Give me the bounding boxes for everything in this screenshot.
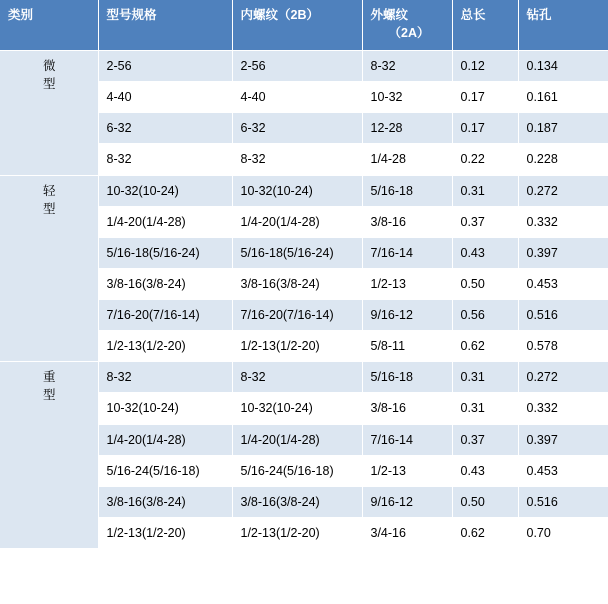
cell-external: 1/4-28 xyxy=(362,144,452,175)
cell-internal: 1/2-13(1/2-20) xyxy=(232,331,362,362)
cell-external: 1/2-13 xyxy=(362,268,452,299)
cell-spec: 1/2-13(1/2-20) xyxy=(98,331,232,362)
cell-drill: 0.272 xyxy=(518,362,608,393)
cell-drill: 0.272 xyxy=(518,175,608,206)
cell-length: 0.17 xyxy=(452,113,518,144)
cell-external: 1/2-13 xyxy=(362,455,452,486)
cell-drill: 0.397 xyxy=(518,424,608,455)
table-header xyxy=(0,0,608,51)
cell-internal: 6-32 xyxy=(232,113,362,144)
cell-length: 0.37 xyxy=(452,206,518,237)
cell-spec: 4-40 xyxy=(98,82,232,113)
category-cell-heavy xyxy=(0,362,98,549)
cell-external: 9/16-12 xyxy=(362,486,452,517)
cell-external: 5/8-11 xyxy=(362,331,452,362)
cell-length: 0.56 xyxy=(452,300,518,331)
cell-spec: 5/16-18(5/16-24) xyxy=(98,237,232,268)
cell-drill: 0.453 xyxy=(518,268,608,299)
cell-external: 3/8-16 xyxy=(362,206,452,237)
cell-internal: 8-32 xyxy=(232,144,362,175)
cell-internal: 1/4-20(1/4-28) xyxy=(232,424,362,455)
table-body xyxy=(0,51,608,549)
cell-external: 8-32 xyxy=(362,51,452,82)
table-row xyxy=(0,175,608,206)
cell-internal: 8-32 xyxy=(232,362,362,393)
cell-internal: 3/8-16(3/8-24) xyxy=(232,268,362,299)
cell-drill: 0.187 xyxy=(518,113,608,144)
cell-external: 7/16-14 xyxy=(362,424,452,455)
cell-internal: 5/16-24(5/16-18) xyxy=(232,455,362,486)
cell-spec: 8-32 xyxy=(98,362,232,393)
cell-drill: 0.516 xyxy=(518,300,608,331)
cell-drill: 0.332 xyxy=(518,206,608,237)
cell-internal: 10-32(10-24) xyxy=(232,393,362,424)
cell-spec: 2-56 xyxy=(98,51,232,82)
cell-length: 0.50 xyxy=(452,486,518,517)
cell-external: 12-28 xyxy=(362,113,452,144)
cell-spec: 8-32 xyxy=(98,144,232,175)
header-model-spec: 型号规格 xyxy=(98,0,232,51)
cell-drill: 0.134 xyxy=(518,51,608,82)
cell-external: 5/16-18 xyxy=(362,175,452,206)
cell-spec: 7/16-20(7/16-14) xyxy=(98,300,232,331)
header-category: 类别 xyxy=(0,0,98,51)
cell-external: 3/8-16 xyxy=(362,393,452,424)
cell-internal: 2-56 xyxy=(232,51,362,82)
cell-drill: 0.397 xyxy=(518,237,608,268)
cell-length: 0.62 xyxy=(452,517,518,548)
table-row xyxy=(0,362,608,393)
cell-external: 10-32 xyxy=(362,82,452,113)
cell-spec: 10-32(10-24) xyxy=(98,393,232,424)
category-label-line1: 微 xyxy=(42,59,56,73)
header-external-thread xyxy=(362,0,452,51)
header-drill-hole: 钻孔 xyxy=(518,0,608,51)
cell-drill: 0.453 xyxy=(518,455,608,486)
header-external-thread-line1: 外螺纹 xyxy=(370,8,409,22)
cell-length: 0.62 xyxy=(452,331,518,362)
header-row xyxy=(0,0,608,51)
cell-internal: 4-40 xyxy=(232,82,362,113)
category-label-line2: 型 xyxy=(42,77,56,92)
cell-spec: 1/4-20(1/4-28) xyxy=(98,206,232,237)
table-row xyxy=(0,51,608,82)
cell-internal: 1/4-20(1/4-28) xyxy=(232,206,362,237)
cell-spec: 3/8-16(3/8-24) xyxy=(98,268,232,299)
header-external-thread-line2: （2A） xyxy=(388,26,430,41)
cell-length: 0.22 xyxy=(452,144,518,175)
header-total-length: 总长 xyxy=(452,0,518,51)
cell-drill: 0.70 xyxy=(518,517,608,548)
header-internal-thread: 内螺纹（2B） xyxy=(232,0,362,51)
cell-drill: 0.578 xyxy=(518,331,608,362)
cell-internal: 3/8-16(3/8-24) xyxy=(232,486,362,517)
cell-length: 0.12 xyxy=(452,51,518,82)
category-label-line1: 轻 xyxy=(42,183,56,198)
category-cell-light xyxy=(0,175,98,362)
cell-spec: 5/16-24(5/16-18) xyxy=(98,455,232,486)
cell-internal: 10-32(10-24) xyxy=(232,175,362,206)
cell-length: 0.31 xyxy=(452,393,518,424)
cell-drill: 0.332 xyxy=(518,393,608,424)
cell-length: 0.31 xyxy=(452,175,518,206)
cell-length: 0.50 xyxy=(452,268,518,299)
cell-external: 9/16-12 xyxy=(362,300,452,331)
cell-drill: 0.516 xyxy=(518,486,608,517)
cell-internal: 1/2-13(1/2-20) xyxy=(232,517,362,548)
cell-spec: 1/4-20(1/4-28) xyxy=(98,424,232,455)
cell-spec: 1/2-13(1/2-20) xyxy=(98,517,232,548)
cell-length: 0.31 xyxy=(452,362,518,393)
cell-length: 0.17 xyxy=(452,82,518,113)
cell-external: 5/16-18 xyxy=(362,362,452,393)
category-label-line1: 重 xyxy=(42,370,56,385)
cell-drill: 0.228 xyxy=(518,144,608,175)
cell-internal: 7/16-20(7/16-14) xyxy=(232,300,362,331)
category-cell-micro xyxy=(0,51,98,176)
cell-external: 7/16-14 xyxy=(362,237,452,268)
cell-spec: 6-32 xyxy=(98,113,232,144)
cell-external: 3/4-16 xyxy=(362,517,452,548)
cell-length: 0.43 xyxy=(452,455,518,486)
category-label-line2: 型 xyxy=(42,201,56,216)
cell-drill: 0.161 xyxy=(518,82,608,113)
cell-length: 0.37 xyxy=(452,424,518,455)
cell-internal: 5/16-18(5/16-24) xyxy=(232,237,362,268)
cell-spec: 10-32(10-24) xyxy=(98,175,232,206)
cell-length: 0.43 xyxy=(452,237,518,268)
cell-spec: 3/8-16(3/8-24) xyxy=(98,486,232,517)
category-label-line2: 型 xyxy=(42,388,56,403)
